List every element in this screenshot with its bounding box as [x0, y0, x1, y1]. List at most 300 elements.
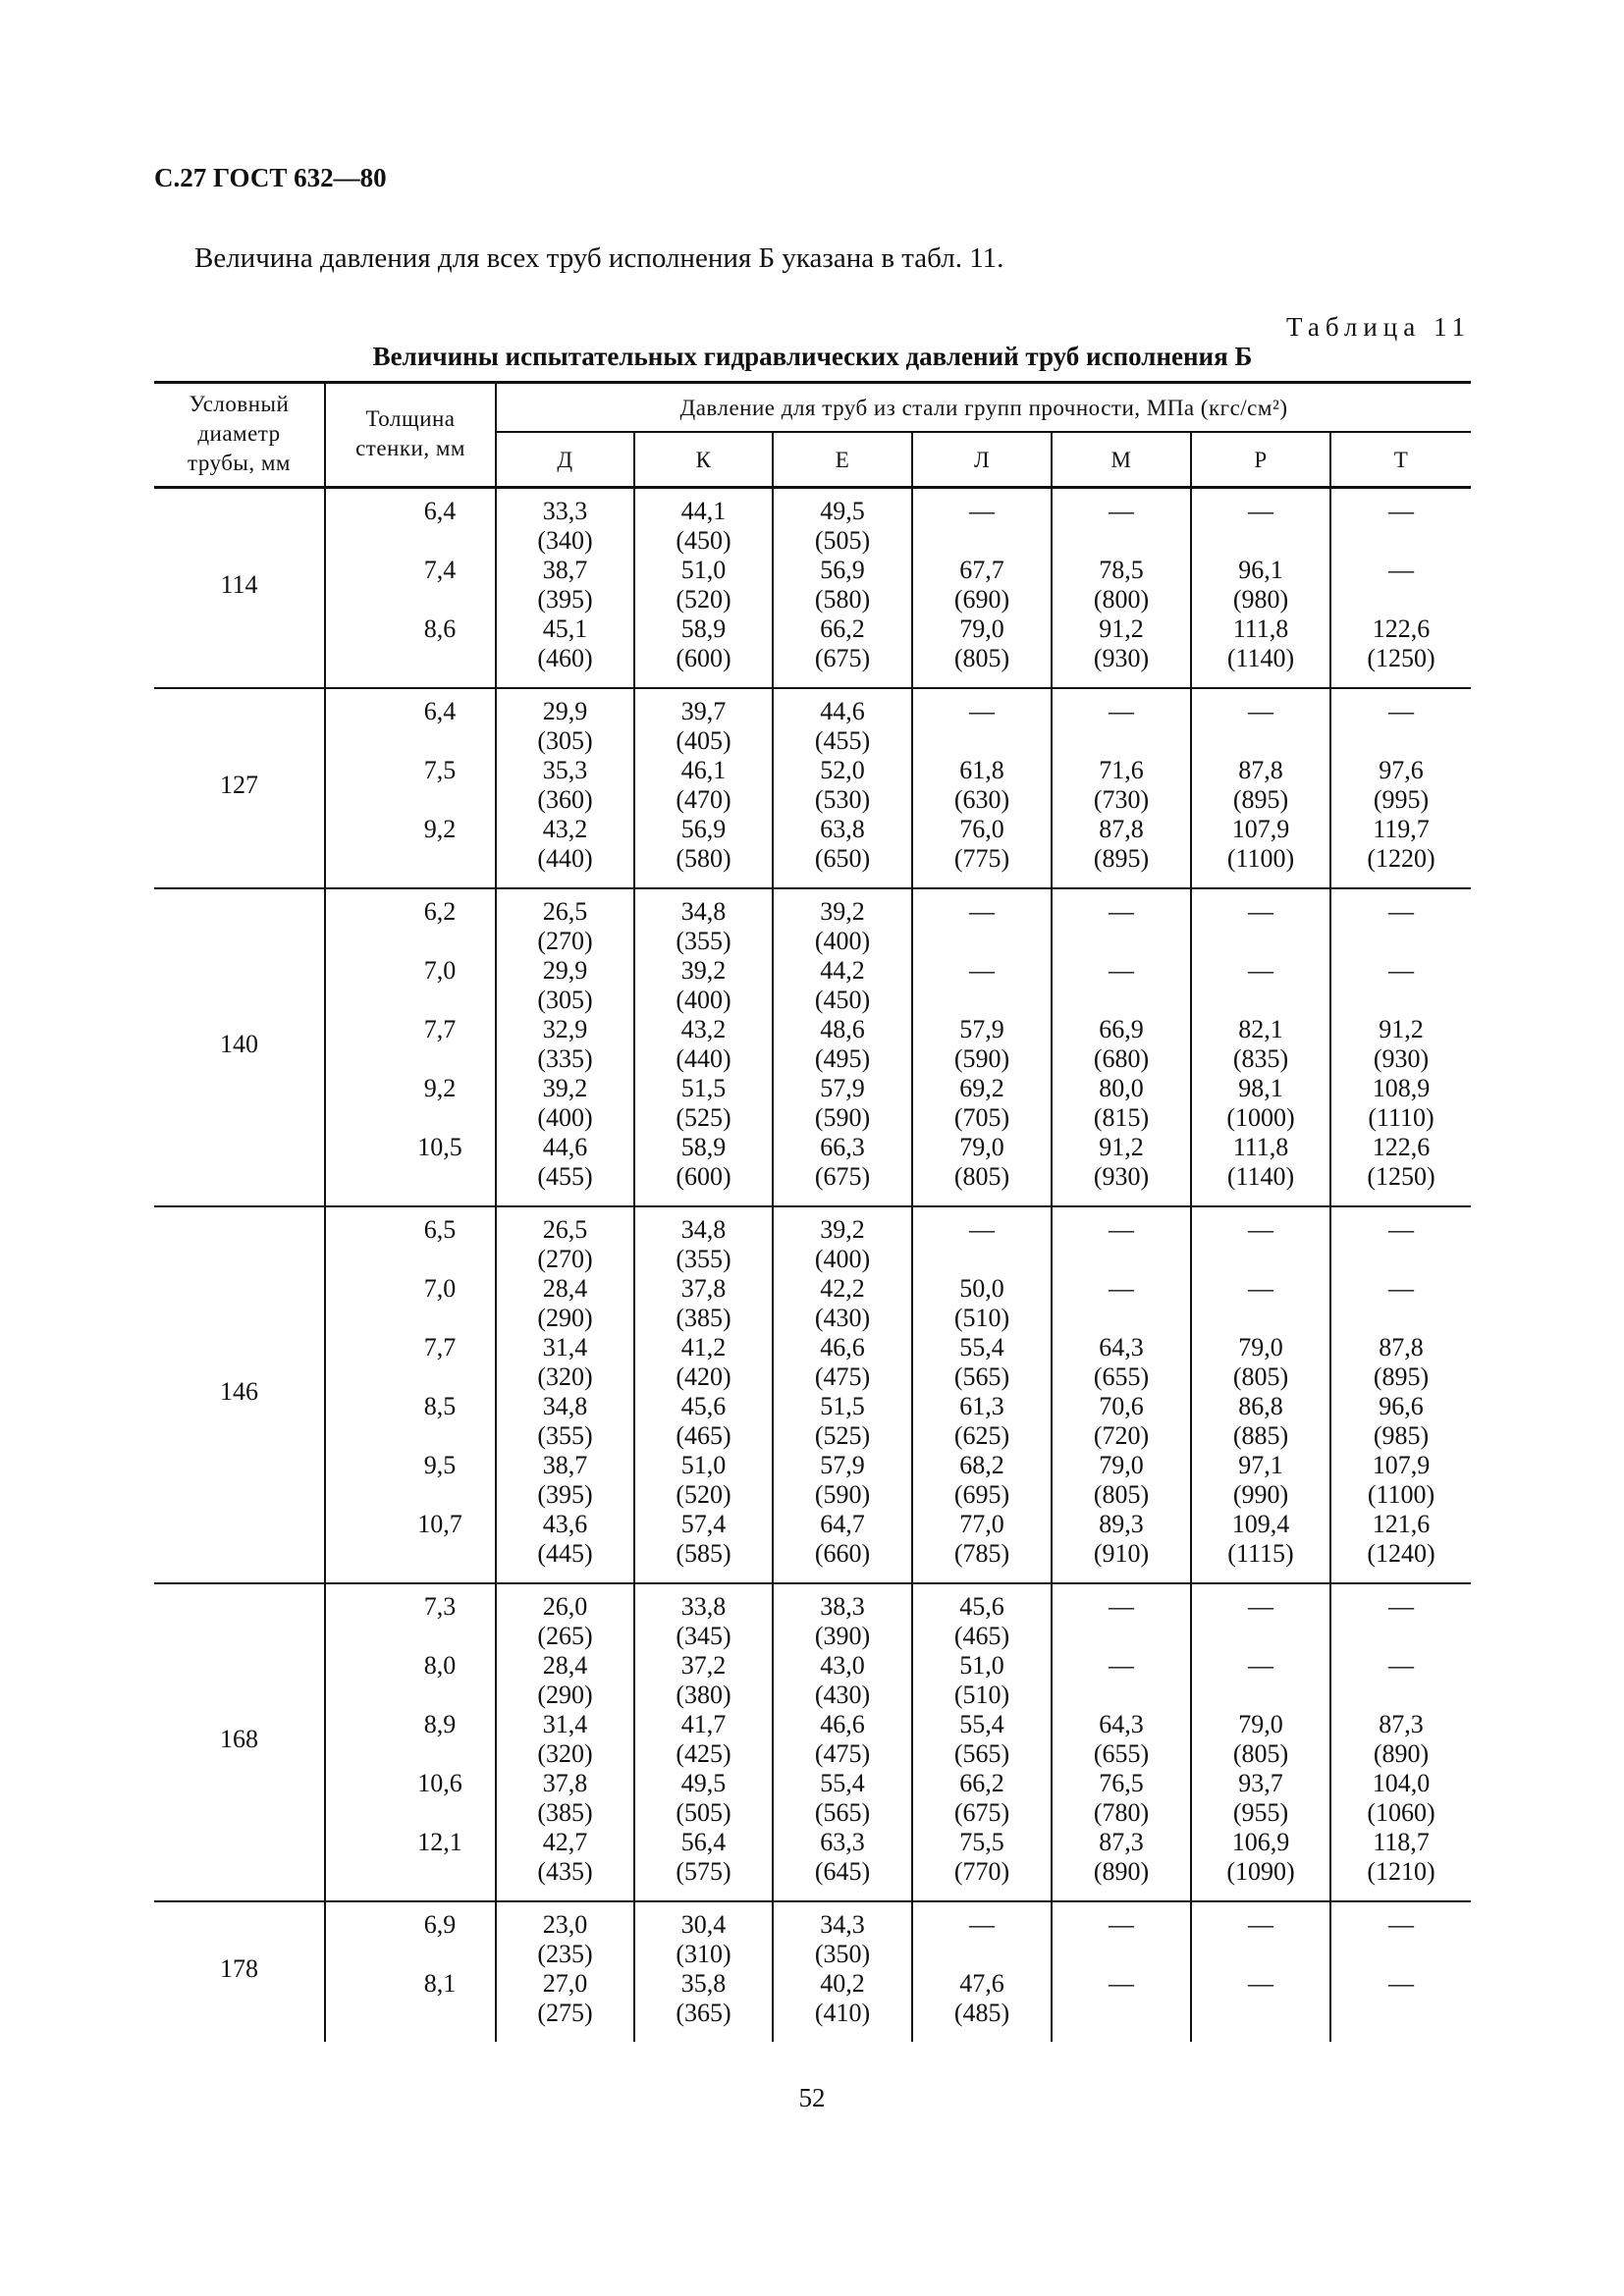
pressure-value	[1053, 956, 1190, 1015]
pressure-mpa: 41,7	[680, 1710, 727, 1738]
grade-header: М	[1052, 432, 1191, 488]
pressure-value	[1192, 1133, 1329, 1192]
pressure-mpa: 29,9	[542, 956, 588, 985]
pressure-kgf: (895)	[1093, 844, 1150, 873]
pressure-value	[1331, 1828, 1471, 1887]
pressure-kgf	[1331, 1245, 1471, 1274]
table-row-group	[154, 488, 1471, 689]
pressure-mpa: 34,3	[820, 1910, 865, 1939]
pressure-value	[774, 956, 911, 1015]
pressure-kgf: (360)	[537, 785, 593, 814]
pressure-kgf: (650)	[814, 844, 871, 873]
pressure-kgf: (395)	[537, 585, 593, 614]
pressure-value	[1331, 1969, 1471, 2028]
thickness-value: 8,9	[423, 1710, 457, 1738]
pressure-kgf: (580)	[814, 585, 871, 614]
pressure-mpa: 69,2	[959, 1074, 1004, 1102]
pressure-kgf	[1331, 1999, 1471, 2028]
pressure-kgf: (680)	[1093, 1044, 1150, 1073]
pressure-value	[497, 1651, 633, 1710]
pressure-value	[635, 1710, 772, 1769]
pressure-mpa: —	[1109, 897, 1134, 926]
pressure-cell	[496, 488, 634, 689]
pressure-mpa: 50,0	[959, 1274, 1004, 1303]
thickness-value: 8,0	[423, 1651, 457, 1680]
diameter-cell: 168	[154, 1583, 325, 1901]
pressure-kgf	[1331, 526, 1471, 556]
pressure-value	[497, 556, 633, 614]
pressure-kgf: (1115)	[1227, 1539, 1294, 1568]
pressure-value	[774, 815, 911, 874]
pressure-value	[497, 1969, 633, 2028]
pressure-value	[1331, 497, 1471, 556]
diameter-cell: 178	[154, 1901, 325, 2042]
pressure-kgf: (270)	[537, 927, 593, 955]
thickness-value: 7,5	[423, 756, 457, 784]
pressure-kgf: (1090)	[1226, 1857, 1295, 1886]
pressure-kgf	[1331, 986, 1471, 1015]
pressure-value	[913, 1651, 1051, 1710]
pressure-kgf: (495)	[814, 1044, 871, 1073]
pressure-cell	[496, 1901, 634, 2042]
pressure-value	[635, 1592, 772, 1651]
pressure-kgf: (1100)	[1226, 844, 1295, 873]
pressure-value	[635, 1910, 772, 1969]
pressure-kgf: (345)	[676, 1622, 731, 1650]
pressure-value	[1192, 897, 1329, 956]
pressure-mpa: 79,0	[1238, 1333, 1283, 1362]
pressure-value	[913, 556, 1051, 614]
pressure-cell	[496, 1206, 634, 1583]
pressure-mpa: 33,3	[542, 497, 588, 525]
pressure-kgf: (930)	[1093, 1162, 1150, 1191]
pressure-kgf: (275)	[537, 1999, 593, 2027]
pressure-kgf	[1331, 927, 1471, 956]
pressure-value	[497, 1392, 633, 1451]
pressure-mpa: —	[1388, 1651, 1415, 1680]
pressure-mpa: —	[1388, 497, 1415, 525]
pressure-kgf: (590)	[814, 1103, 871, 1132]
pressure-kgf	[1053, 726, 1190, 756]
pressure-kgf: (675)	[814, 1162, 871, 1191]
pressure-kgf: (530)	[814, 785, 871, 814]
pressure-kgf: (400)	[814, 927, 871, 955]
pressure-cell	[1052, 888, 1191, 1206]
pressure-cell	[496, 688, 634, 888]
pressure-kgf: (450)	[676, 526, 731, 555]
pressure-value	[1053, 697, 1190, 756]
pressure-mpa: 64,7	[820, 1510, 865, 1538]
pressure-cell	[1330, 488, 1471, 689]
pressure-value	[774, 1651, 911, 1710]
pressure-mpa: 26,0	[542, 1592, 588, 1621]
pressure-mpa: 87,8	[1379, 1333, 1424, 1362]
thickness-value: 7,0	[423, 1274, 457, 1303]
pressure-value	[497, 1451, 633, 1510]
pressure-kgf: (395)	[537, 1480, 593, 1509]
pressure-kgf: (510)	[953, 1681, 1010, 1709]
pressure-mpa: 57,9	[820, 1074, 865, 1102]
pressure-cell	[1052, 488, 1191, 689]
pressure-value	[913, 1769, 1051, 1828]
pressure-kgf: (1250)	[1367, 1162, 1435, 1191]
pressure-mpa: —	[1388, 1969, 1415, 1998]
pressure-mpa: 37,8	[542, 1769, 588, 1797]
pressure-value	[1192, 1592, 1329, 1651]
pressure-mpa: 55,4	[959, 1333, 1004, 1362]
pressure-mpa: —	[1109, 1651, 1134, 1680]
pressure-mpa: —	[1109, 956, 1134, 985]
pressure-mpa: —	[969, 697, 995, 725]
pressure-value	[1053, 1274, 1190, 1333]
pressure-value	[913, 1828, 1051, 1887]
pressure-mpa: 40,2	[820, 1969, 865, 1998]
pressure-kgf: (505)	[676, 1798, 731, 1827]
diameter-cell: 127	[154, 688, 325, 888]
pressure-mpa: —	[969, 1910, 995, 1939]
pressure-value	[497, 1910, 633, 1969]
table-row-group	[154, 888, 1471, 1206]
thickness-value: 7,0	[423, 956, 457, 985]
pressure-value	[1331, 1451, 1471, 1510]
pressure-mpa: —	[969, 1215, 995, 1244]
pressure-mpa: 61,3	[959, 1392, 1004, 1420]
pressure-cell	[1052, 688, 1191, 888]
pressure-value	[1331, 897, 1471, 956]
pressure-mpa: 64,3	[1099, 1710, 1144, 1738]
pressure-kgf: (780)	[1093, 1798, 1150, 1827]
pressure-value	[1192, 1215, 1329, 1274]
pressure-kgf	[913, 986, 1051, 1015]
pressure-mpa: 39,2	[820, 1215, 865, 1244]
pressure-kgf: (385)	[676, 1304, 731, 1332]
pressure-value	[774, 1215, 911, 1274]
pressure-kgf: (675)	[814, 644, 871, 672]
pressure-kgf: (600)	[676, 644, 731, 672]
pressure-kgf: (460)	[537, 644, 593, 672]
pressure-value	[497, 1015, 633, 1074]
pressure-value	[635, 756, 772, 815]
table-label: Таблица 11	[1286, 312, 1471, 342]
pressure-kgf: (655)	[1093, 1362, 1150, 1391]
pressure-mpa: —	[1388, 1910, 1415, 1939]
pressure-value	[1053, 1651, 1190, 1710]
pressure-value	[497, 897, 633, 956]
pressure-mpa: 28,4	[542, 1651, 588, 1680]
pressure-mpa: 109,4	[1231, 1510, 1290, 1538]
pressure-value	[1192, 497, 1329, 556]
pressure-value	[774, 1015, 911, 1074]
pressure-mpa: 23,0	[542, 1910, 588, 1939]
pressure-value	[1053, 1133, 1190, 1192]
pressure-kgf: (355)	[676, 927, 731, 955]
pressure-value	[1331, 1215, 1471, 1274]
thickness-cell	[325, 1206, 496, 1583]
pressure-value	[1053, 1015, 1190, 1074]
pressure-kgf: (1140)	[1226, 644, 1295, 672]
pressure-value	[497, 1333, 633, 1392]
pressure-kgf: (890)	[1093, 1857, 1150, 1886]
pressure-kgf: (525)	[676, 1103, 731, 1132]
pressure-value	[913, 956, 1051, 1015]
pressure-kgf: (980)	[1232, 585, 1289, 614]
pressure-kgf: (1250)	[1367, 644, 1435, 672]
pressure-kgf: (1100)	[1367, 1480, 1435, 1509]
pressure-value	[913, 1451, 1051, 1510]
pressure-mpa: 39,2	[680, 956, 727, 985]
pressure-value	[1192, 1074, 1329, 1133]
pressure-kgf	[1192, 1999, 1329, 2028]
pressure-kgf: (675)	[953, 1798, 1010, 1827]
pressure-mpa: 86,8	[1238, 1392, 1283, 1420]
pressure-value	[1053, 556, 1190, 614]
pressure-value	[1331, 1274, 1471, 1333]
pressure-cell	[773, 1583, 912, 1901]
pressure-value	[1053, 1592, 1190, 1651]
pressure-value	[774, 1769, 911, 1828]
pressure-mpa: 66,9	[1099, 1015, 1144, 1043]
pressure-kgf: (385)	[537, 1798, 593, 1827]
pressure-cell	[773, 1206, 912, 1583]
pressure-cell	[773, 688, 912, 888]
pressure-value	[1192, 956, 1329, 1015]
pressure-kgf: (420)	[676, 1362, 731, 1391]
pressure-kgf: (290)	[537, 1304, 593, 1332]
pressure-mpa: 44,6	[820, 697, 865, 725]
pressure-kgf: (585)	[676, 1539, 731, 1568]
pressure-mpa: 66,2	[959, 1769, 1004, 1797]
pressure-mpa: —	[1248, 956, 1273, 985]
pressure-mpa: 34,8	[680, 897, 727, 926]
pressure-mpa: 49,5	[820, 497, 865, 525]
pressure-mpa: 87,8	[1238, 756, 1283, 784]
diameter-cell: 140	[154, 888, 325, 1206]
pressure-mpa: 29,9	[542, 697, 588, 725]
pressure-mpa: 43,2	[680, 1015, 727, 1043]
pressure-kgf	[913, 726, 1051, 756]
pressure-mpa: 104,0	[1372, 1769, 1431, 1797]
pressure-mpa: 44,2	[820, 956, 865, 985]
pressure-mpa: —	[1248, 1274, 1273, 1303]
pressure-value	[774, 897, 911, 956]
pressure-kgf: (430)	[814, 1681, 871, 1709]
pressure-kgf: (815)	[1093, 1103, 1150, 1132]
pressure-mpa: 97,6	[1379, 756, 1424, 784]
pressure-cell	[1330, 1206, 1471, 1583]
pressure-mpa: 34,8	[542, 1392, 588, 1420]
pressure-kgf: (525)	[814, 1421, 871, 1450]
pressure-mpa: 35,3	[542, 756, 588, 784]
pressure-mpa: 30,4	[680, 1910, 727, 1939]
pressure-kgf	[1192, 726, 1329, 756]
pressure-value	[1053, 1215, 1190, 1274]
pressure-kgf: (410)	[814, 1999, 871, 2027]
pressure-value	[1331, 1074, 1471, 1133]
pressure-kgf: (320)	[537, 1362, 593, 1391]
pressure-value	[635, 1769, 772, 1828]
pressure-value	[1331, 1392, 1471, 1451]
pressure-value	[913, 697, 1051, 756]
pressure-kgf	[1053, 526, 1190, 556]
pressure-value	[1331, 1333, 1471, 1392]
thickness-header-line: Толщина	[365, 406, 456, 431]
pressure-mpa: —	[1388, 1274, 1415, 1303]
pressure-mpa: 68,2	[959, 1451, 1004, 1479]
pressure-kgf	[1053, 927, 1190, 956]
pressure-mpa: 63,8	[820, 815, 865, 843]
pressure-kgf: (805)	[953, 644, 1010, 672]
pressure-mpa: —	[1248, 1651, 1273, 1680]
pressure-mpa: 107,9	[1231, 815, 1290, 843]
pressure-value	[913, 1015, 1051, 1074]
pressure-value	[1192, 697, 1329, 756]
pressure-cell	[1191, 1583, 1330, 1901]
pressure-mpa: —	[969, 956, 995, 985]
pressure-mpa: 70,6	[1099, 1392, 1144, 1420]
pressure-value	[497, 1074, 633, 1133]
pressure-value	[1331, 1510, 1471, 1569]
pressure-kgf	[1331, 1304, 1471, 1333]
pressure-kgf: (310)	[676, 1940, 731, 1968]
pressure-mpa: 107,9	[1372, 1451, 1431, 1479]
pressure-value	[774, 756, 911, 815]
pressure-kgf: (600)	[676, 1162, 731, 1191]
pressure-mpa: 41,2	[680, 1333, 727, 1362]
pressure-mpa: 87,3	[1099, 1828, 1144, 1856]
pressure-value	[635, 1133, 772, 1192]
pressure-value	[774, 1133, 911, 1192]
pressure-mpa: 28,4	[542, 1274, 588, 1303]
pressure-mpa: 46,1	[680, 756, 727, 784]
pressure-mpa: 26,5	[542, 1215, 588, 1244]
pressure-kgf	[1192, 526, 1329, 556]
pressure-mpa: —	[1109, 1910, 1134, 1939]
pressure-mpa: 96,1	[1238, 556, 1283, 584]
pressure-mpa: 57,9	[959, 1015, 1004, 1043]
pressure-value	[635, 815, 772, 874]
pressure-kgf: (770)	[953, 1857, 1010, 1886]
thickness-value: 6,2	[423, 897, 457, 926]
pressure-mpa: 106,9	[1231, 1828, 1290, 1856]
grade-header: К	[634, 432, 773, 488]
pressure-value	[1331, 1133, 1471, 1192]
pressure-mpa: 35,8	[680, 1969, 727, 1998]
pressure-value	[635, 897, 772, 956]
pressure-value	[1192, 756, 1329, 815]
pressure-value	[774, 1074, 911, 1133]
pressure-mpa: —	[1388, 897, 1415, 926]
table-row-group	[154, 1901, 1471, 2042]
pressure-mpa: 91,2	[1099, 614, 1144, 643]
pressure-value	[497, 1592, 633, 1651]
pressure-kgf: (355)	[676, 1245, 731, 1273]
pressure-kgf: (400)	[814, 1245, 871, 1273]
thickness-value: 10,6	[417, 1769, 462, 1797]
pressure-cell	[1052, 1583, 1191, 1901]
page-number: 52	[798, 2083, 826, 2112]
pressure-kgf: (510)	[953, 1304, 1010, 1332]
pressure-kgf: (350)	[814, 1940, 871, 1968]
pressure-kgf: (1140)	[1226, 1162, 1295, 1191]
pressure-mpa: 89,3	[1099, 1510, 1144, 1538]
pressure-mpa: 71,6	[1099, 756, 1144, 784]
grade-header: Е	[773, 432, 912, 488]
pressure-value	[1331, 1592, 1471, 1651]
pressure-value	[635, 614, 772, 673]
pressure-kgf: (520)	[676, 1480, 731, 1509]
thickness-cell	[325, 1901, 496, 2042]
pressure-mpa: —	[969, 497, 995, 525]
pressure-mpa: 79,0	[959, 614, 1004, 643]
pressure-mpa: —	[1388, 556, 1415, 584]
pressure-kgf: (305)	[537, 986, 593, 1014]
pressure-mpa: 122,6	[1372, 614, 1431, 643]
pressure-mpa: 80,0	[1099, 1074, 1144, 1102]
pressure-mpa: 52,0	[820, 756, 865, 784]
pressure-value	[1331, 956, 1471, 1015]
pressure-value	[497, 1828, 633, 1887]
pressure-kgf: (455)	[537, 1162, 593, 1191]
pressure-kgf: (425)	[676, 1739, 731, 1768]
pressure-kgf: (400)	[537, 1103, 593, 1132]
pressure-kgf: (805)	[1093, 1480, 1150, 1509]
pressure-mpa: 111,8	[1232, 614, 1289, 643]
grade-header: Т	[1330, 432, 1471, 488]
pressure-value	[913, 1274, 1051, 1333]
pressure-value	[1053, 1451, 1190, 1510]
pressure-mpa: 45,6	[959, 1592, 1004, 1621]
pressure-value	[635, 1651, 772, 1710]
pressure-kgf: (895)	[1232, 785, 1289, 814]
pressure-kgf: (365)	[676, 1999, 731, 2027]
pressure-value	[635, 556, 772, 614]
pressure-mpa: —	[1109, 497, 1134, 525]
pressure-mpa: 79,0	[1099, 1451, 1144, 1479]
pressure-value	[774, 1333, 911, 1392]
pressure-mpa: —	[1248, 1910, 1273, 1939]
pressure-kgf	[1053, 1681, 1190, 1710]
pressure-value	[913, 614, 1051, 673]
thickness-header	[325, 383, 496, 488]
pressure-cell	[1330, 1901, 1471, 2042]
pressure-kgf: (465)	[953, 1622, 1010, 1650]
pressure-kgf: (705)	[953, 1103, 1010, 1132]
pressure-kgf: (835)	[1232, 1044, 1289, 1073]
pressure-kgf: (590)	[814, 1480, 871, 1509]
pressure-value	[635, 1333, 772, 1392]
pressure-value	[774, 1274, 911, 1333]
pressure-cell	[1191, 1206, 1330, 1583]
pressure-mpa: 67,7	[959, 556, 1004, 584]
pressure-mpa: 42,7	[542, 1828, 588, 1856]
pressure-mpa: 43,0	[820, 1651, 865, 1680]
pressure-kgf: (590)	[953, 1044, 1010, 1073]
pressure-value	[913, 1333, 1051, 1392]
pressure-value	[1053, 815, 1190, 874]
thickness-header-line: стенки, мм	[355, 436, 465, 460]
pressure-kgf	[1192, 1622, 1329, 1651]
pressure-kgf: (695)	[953, 1480, 1010, 1509]
pressure-kgf: (1210)	[1367, 1857, 1435, 1886]
pressure-kgf	[1192, 1940, 1329, 1969]
pressure-value	[497, 1215, 633, 1274]
pressure-kgf: (805)	[953, 1162, 1010, 1191]
pressure-cell	[1330, 1583, 1471, 1901]
pressure-mpa: 44,6	[542, 1133, 588, 1161]
pressure-mpa: 122,6	[1372, 1133, 1431, 1161]
pressure-mpa: 49,5	[680, 1769, 727, 1797]
pressure-kgf	[1331, 585, 1471, 614]
